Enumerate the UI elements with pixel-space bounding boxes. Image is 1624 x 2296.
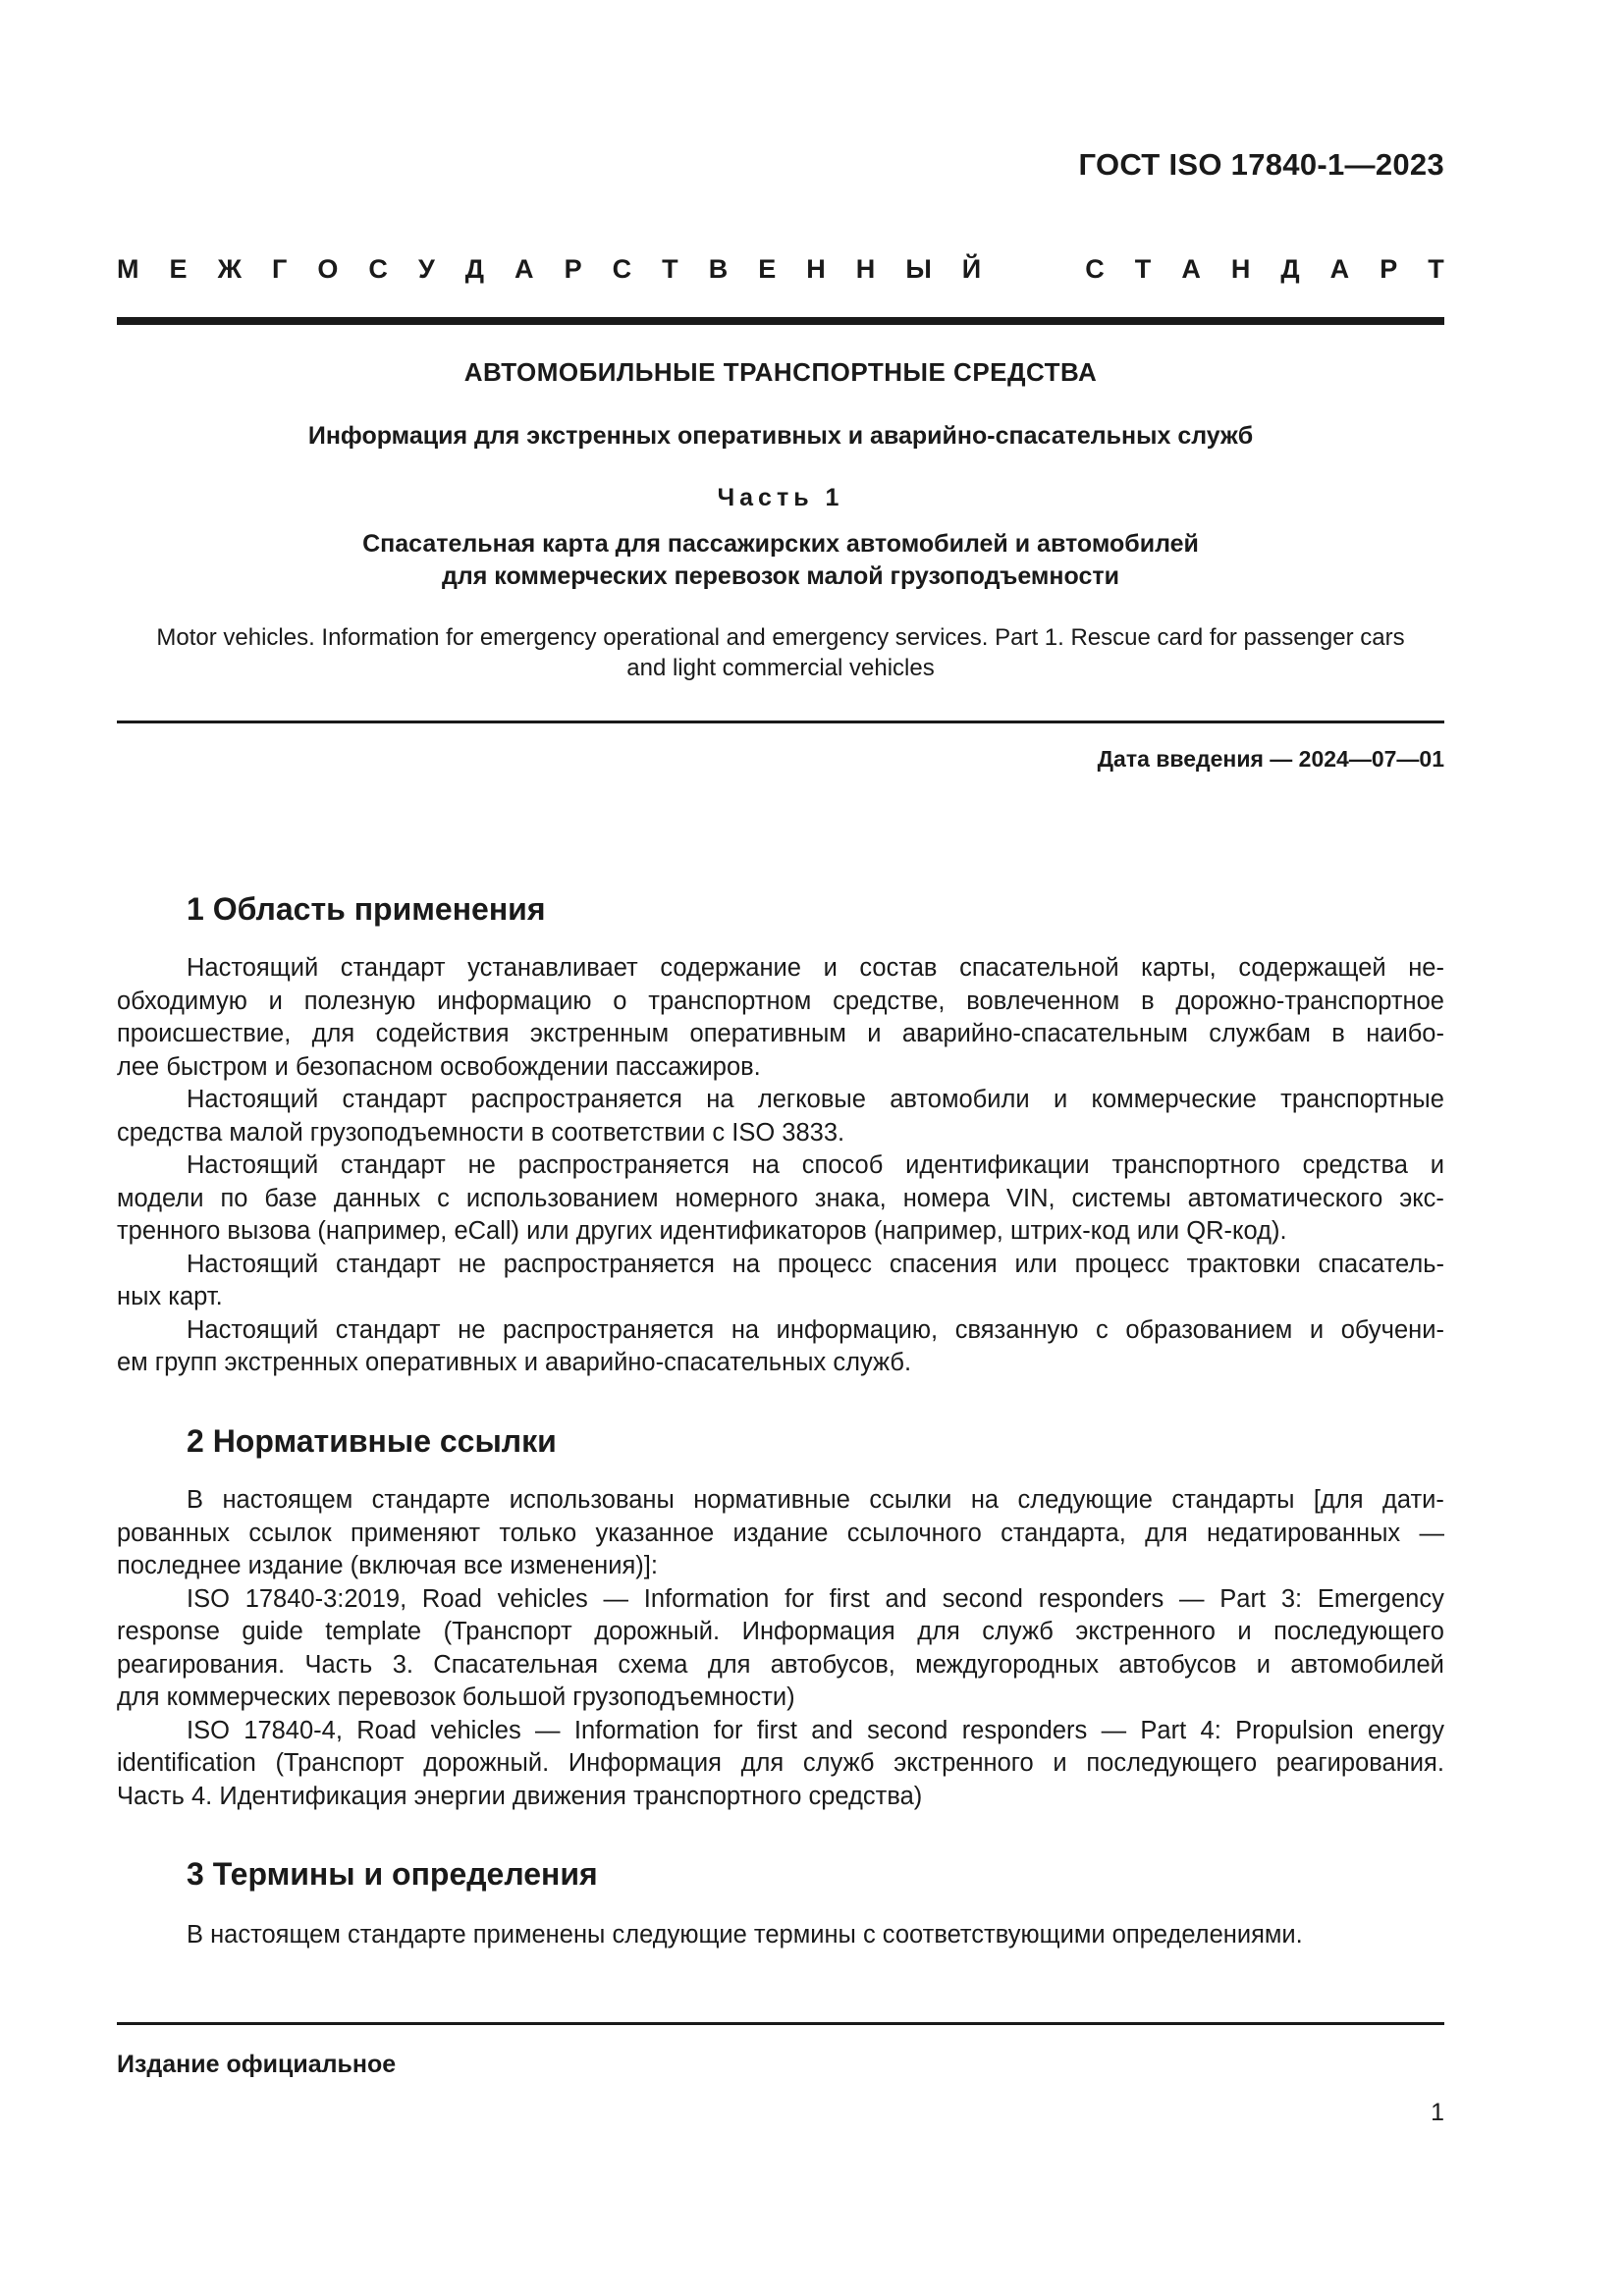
official-edition-label: Издание официальное [117,2051,397,2078]
introduction-date: Дата введения — 2024—07—01 [1097,746,1444,772]
text-line: Настоящий стандарт устанавливает содержание и состав спасательной карты, содержащей не- [187,954,1444,982]
letter: Е [169,254,188,284]
section-3-body [117,1919,1444,1952]
letter: Д [464,254,485,284]
header-divider [117,317,1444,325]
document-title: АВТОМОБИЛЬНЫЕ ТРАНСПОРТНЫЕ СРЕДСТВА [463,357,1098,387]
text-line: происшествие, для содействия экстренным оперативным и аварийно-спасательным службам в наибо- [117,1020,1444,1047]
document-subtitle: Информация для экстренных оперативных и аварийно-спасательных служб [307,422,1254,450]
text-line: Часть 4. Идентификация энергии движения транспортного средства) [117,1782,923,1810]
text-line: средства малой грузоподъемности в соответствии с ISO 3833. [117,1118,845,1147]
letter: Р [564,254,582,284]
letter: У [417,254,435,284]
section-3-heading: 3 Термины и определения [187,1856,598,1892]
english-title-line: Motor vehicles. Information for emergency operational and emergency services. Part 1. Rescue card for passenger cars [156,624,1405,651]
letter: В [708,254,729,284]
text-line: ем групп экстренных оперативных и аварийно-спасательных служб. [117,1349,912,1376]
letter: Т [1134,254,1152,284]
text-line: ISO 17840-3:2019, Road vehicles — Information for first and second responders — Part 3: Emergency [187,1584,1444,1613]
section-2-heading: 2 Нормативные ссылки [187,1423,557,1459]
text-line: response guide template (Транспорт дорожный. Информация для служб экстренного и последующего [117,1618,1444,1645]
part-label: Часть 1 [717,484,844,511]
letter: О [317,254,339,284]
letter: Ы [905,254,932,284]
letter: С [368,254,388,284]
letter: Р [1380,254,1398,284]
text-line: лее быстром и безопасном освобождении пассажиров. [117,1052,761,1081]
letter: Т [662,254,678,284]
text-line: тренного вызова (например, eCall) или других идентификаторов (например, штрих-код или QR-код). [117,1217,1287,1245]
letter: А [1329,254,1350,284]
title-divider [117,721,1444,723]
letter: С [1085,254,1105,284]
letter: Н [806,254,826,284]
text-line: обходимую и полезную информацию о транспортном средстве, вовлеченном в дорожно-транспортное [117,987,1444,1015]
letter: А [1181,254,1201,284]
text-line: Настоящий стандарт не распространяется на способ идентификации транспортного средства и [187,1151,1444,1179]
letter: Н [855,254,876,284]
letter: М [117,254,139,284]
gost-number: ГОСТ ISO 17840-1—2023 [1078,147,1444,182]
text-line: Настоящий стандарт распространяется на легковые автомобили и коммерческие транспортные [187,1086,1444,1113]
text-line: В настоящем стандарте применены следующие термины с соответствующими определениями. [187,1921,1303,1949]
letter: Е [758,254,777,284]
section-1-body [117,952,1444,1380]
text-line: для коммерческих перевозок большой грузоподъемности) [117,1683,795,1711]
letter: Д [1280,254,1300,284]
section-1-heading: 1 Область применения [187,891,546,927]
part-title-line: Спасательная карта для пассажирских автомобилей и автомобилей [362,530,1199,558]
text-line: identification (Транспорт дорожный. Информация для служб экстренного и последующего реагирования. [117,1749,1444,1777]
word-gap [1011,254,1055,285]
text-line: реагирования. Часть 3. Спасательная схема для автобусов, междугородных автобусов и автомобилей [117,1650,1444,1679]
english-title-line: and light commercial vehicles [626,655,935,681]
part-title-line: для коммерческих перевозок малой грузоподъемности [441,562,1119,590]
text-line: рованных ссылок применяют только указанное издание ссылочного стандарта, для недатированных — [117,1519,1444,1547]
section-2-body [117,1484,1444,1813]
standard-type-heading [117,254,1444,285]
text-line: Настоящий стандарт не распространяется на информацию, связанную с образованием и обучени- [187,1315,1444,1344]
letter: С [612,254,632,284]
text-line: В настоящем стандарте использованы нормативные ссылки на следующие стандарты [для дати- [187,1486,1444,1514]
letter: Г [272,254,288,284]
text-line: последнее издание (включая все изменения)]: [117,1552,658,1579]
text-line: модели по базе данных с использованием номерного знака, номера VIN, системы автоматического экс- [117,1184,1444,1212]
letter: Т [1428,254,1444,284]
english-title [117,622,1444,683]
text-line: ISO 17840-4, Road vehicles — Information for first and second responders — Part 4: Propulsion energy [187,1716,1444,1744]
page-number: 1 [1431,2099,1444,2126]
text-line: Настоящий стандарт не распространяется на процесс спасения или процесс трактовки спасатель- [187,1250,1444,1278]
letter: Н [1230,254,1251,284]
letter: Й [961,254,982,284]
text-line: ных карт. [117,1283,223,1310]
part-title [117,528,1444,593]
letter: Ж [217,254,242,284]
letter: А [514,254,534,284]
footer-divider [117,2022,1444,2025]
